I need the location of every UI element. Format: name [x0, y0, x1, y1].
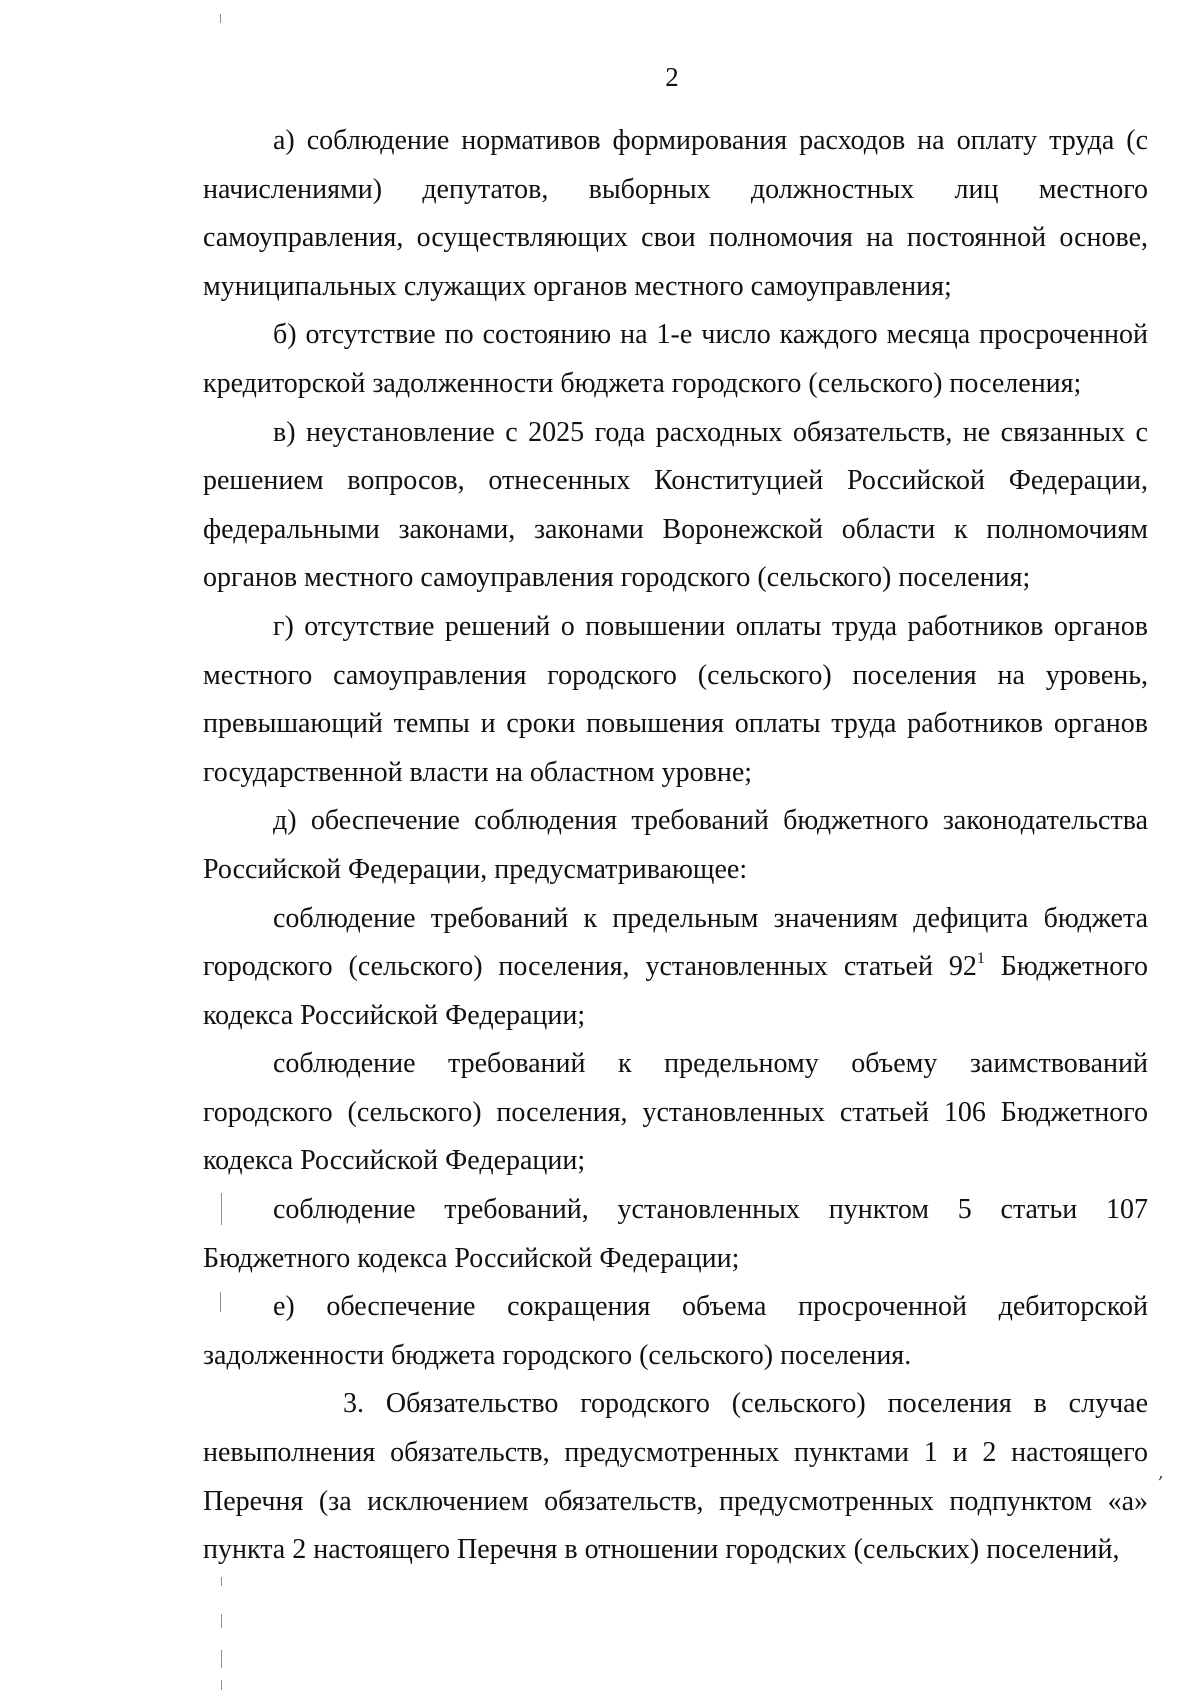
- document-body: [203, 117, 1148, 1575]
- scan-mark: [221, 1577, 222, 1586]
- paragraph-article-107-requirement: соблюдение требований, установленных пунктом 5 статьи 107 Бюджетного кодекса Российской Федерации;: [203, 1194, 1148, 1274]
- scan-mark: [221, 1193, 222, 1225]
- scan-mark: [221, 1614, 222, 1628]
- paragraph-v: в) неустановление с 2025 года расходных обязательств, не связанных с решением вопросов, отнесенных Конституцией Российской Федерации, федеральными законами, законами Воронежской области к полномочиям органов местного самоуправления городского (сельского) поселения;: [203, 416, 1148, 594]
- item-3-text: Обязательство городского (сельского) поселения в случае невыполнения обязательств, предусмотренных пунктами 1 и 2 настоящего Перечня (за исключением обязательств, предусмотренных подпунктом «а» пункта 2 настоящего Перечня в отношении городских (сельских) поселений,: [203, 1388, 1149, 1566]
- paragraph-e: е) обеспечение сокращения объема просроченной дебиторской задолженности бюджета городского (сельского) поселения.: [203, 1291, 1148, 1371]
- scan-mark: [220, 1292, 221, 1312]
- deficit-text-after: Бюджетного кодекса Российской Федерации;: [203, 951, 1149, 1031]
- paragraph-borrowing-requirement: соблюдение требований к предельному объему заимствований городского (сельского) поселения, установленных статьей 106 Бюджетного кодекса Российской Федерации;: [203, 1048, 1148, 1177]
- paragraph-d: д) обеспечение соблюдения требований бюджетного законодательства Российской Федерации, предусматривающее:: [203, 805, 1148, 885]
- paragraph-b: б) отсутствие по состоянию на 1-е число каждого месяца просроченной кредиторской задолженности бюджета городского (сельского) поселения;: [203, 319, 1148, 399]
- deficit-text-before: соблюдение требований к предельным значениям дефицита бюджета городского (сельского) поселения, установленных статьей 92: [203, 902, 1148, 983]
- scan-mark: [221, 1650, 222, 1668]
- scan-mark: ,: [1158, 1462, 1164, 1483]
- paragraph-3: [203, 1380, 1148, 1574]
- item-3-number: 3.: [343, 1388, 364, 1420]
- article-superscript: 1: [976, 950, 985, 968]
- page-number: 2: [665, 62, 679, 92]
- paragraph-deficit-requirement: [203, 895, 1148, 1041]
- scan-mark: [221, 1680, 222, 1690]
- paragraph-g: г) отсутствие решений о повышении оплаты труда работников органов местного самоуправления городского (сельского) поселения на уровень, превышающий темпы и сроки повышения оплаты труда работников органов государственной власти на областном уровне;: [203, 610, 1148, 788]
- paragraph-a: а) соблюдение нормативов формирования расходов на оплату труда (с начислениями) депутатов, выборных должностных лиц местного самоуправления, осуществляющих свои полномочия на постоянной основе, муниципальных служащих органов местного самоуправления;: [203, 125, 1148, 302]
- scan-mark: [220, 14, 221, 23]
